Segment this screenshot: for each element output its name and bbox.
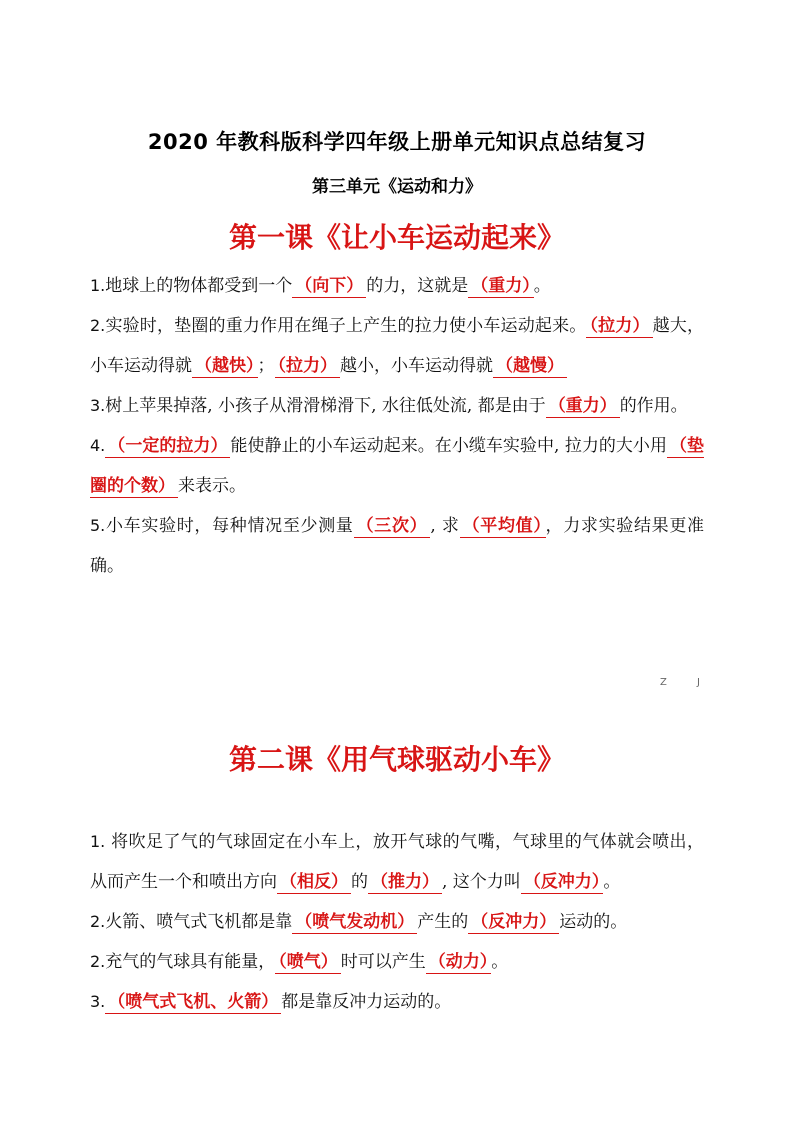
page-mark-j: J (697, 677, 700, 688)
answer-blank: （反冲力） (521, 872, 604, 894)
answer-blank: （喷气式飞机、火箭） (105, 992, 281, 1014)
point-text: 。 (603, 872, 621, 892)
point-text: , 这个力叫 (442, 872, 521, 892)
point-number: 2. (90, 912, 106, 931)
lesson-2-point-2 (90, 902, 704, 942)
point-text: 的力，这就是 (366, 276, 469, 296)
answer-blank: （拉力） (586, 316, 652, 338)
point-text: 运动的。 (559, 912, 628, 932)
answer-blank: （垫圈的个数） (90, 436, 705, 496)
point-number: 1. (90, 832, 106, 851)
answer-blank: （一定的拉力） (105, 436, 230, 458)
point-text: 的 (351, 872, 368, 892)
answer-blank: （喷气） (275, 952, 341, 974)
unit-title: 第三单元《运动和力》 (312, 177, 482, 197)
lesson-2-points (90, 822, 704, 1022)
point-text: 火箭、喷气式飞机都是靠 (105, 912, 293, 932)
point-number: 3. (90, 992, 106, 1011)
lesson-1-point-3 (90, 386, 704, 426)
point-number: 4. (90, 436, 106, 455)
point-text: 树上苹果掉落, 小孩子从滑滑梯滑下, 水往低处流, 都是由于 (105, 396, 546, 416)
answer-blank: （越慢） (493, 356, 567, 378)
point-text: 小车实验时，每种情况至少测量 (105, 516, 354, 536)
lesson-1-title: 第一课《让小车运动起来》 (228, 221, 565, 254)
point-number: 2. (90, 316, 106, 335)
point-text: 。 (491, 952, 509, 972)
point-text: 的作用。 (619, 396, 688, 416)
lesson-1-point-1 (90, 266, 704, 306)
answer-blank: （喷气发动机） (292, 912, 417, 934)
point-text: 实验时，垫圈的重力作用在绳子上产生的拉力使小车运动起来。 (105, 316, 587, 336)
point-text: , 求 (430, 516, 460, 536)
lesson-2-point-3 (90, 942, 704, 982)
point-text: 都是靠反冲力运动的。 (281, 992, 452, 1012)
point-number: 5. (90, 516, 106, 535)
page-mark-z: Z (660, 677, 667, 688)
answer-blank: （重力） (546, 396, 620, 418)
point-text: 将吹足了气的气球固定在小车上，放开气球的气嘴，气球里的气体就会喷出，从而产生一个和喷出方向 (90, 832, 704, 892)
point-text: 越小，小车运动得就 (340, 356, 493, 376)
lesson-1-points (90, 266, 704, 586)
point-text: 来表示。 (178, 476, 246, 496)
point-text: 时可以产生 (340, 952, 426, 972)
lesson-2-title: 第二课《用气球驱动小车》 (228, 743, 565, 776)
answer-blank: （反冲力） (468, 912, 559, 934)
answer-blank: （三次） (354, 516, 431, 538)
point-number: 3. (90, 396, 106, 415)
lesson-1-point-2 (90, 306, 704, 386)
point-text: 充气的气球具有能量， (105, 952, 276, 972)
answer-blank: （向下） (292, 276, 366, 298)
lesson-1-point-5 (90, 506, 704, 586)
point-text: ； (257, 356, 275, 376)
point-text: 地球上的物体都受到一个 (105, 276, 293, 296)
point-text: 越大，小车运动得就 (90, 316, 705, 376)
answer-blank: （重力） (468, 276, 534, 298)
lesson-1-point-4 (90, 426, 704, 506)
answer-blank: （拉力） (275, 356, 341, 378)
document-title: 2020 年教科版科学四年级上册单元知识点总结复习 (147, 130, 647, 154)
point-number: 2. (90, 952, 106, 971)
answer-blank: （越快） (192, 356, 258, 378)
point-text: ，力求实验结果更准确。 (90, 516, 705, 576)
point-text: 产生的 (417, 912, 469, 932)
point-number: 1. (90, 276, 106, 295)
answer-blank: （动力） (426, 952, 492, 974)
answer-blank: （相反） (277, 872, 351, 894)
point-text: 。 (533, 276, 551, 296)
point-text: 能使静止的小车运动起来。在小缆车实验中, 拉力的大小用 (230, 436, 667, 456)
answer-blank: （平均值） (460, 516, 546, 538)
answer-blank: （推力） (368, 872, 442, 894)
lesson-2-point-1 (90, 822, 704, 902)
lesson-2-point-4 (90, 982, 704, 1022)
